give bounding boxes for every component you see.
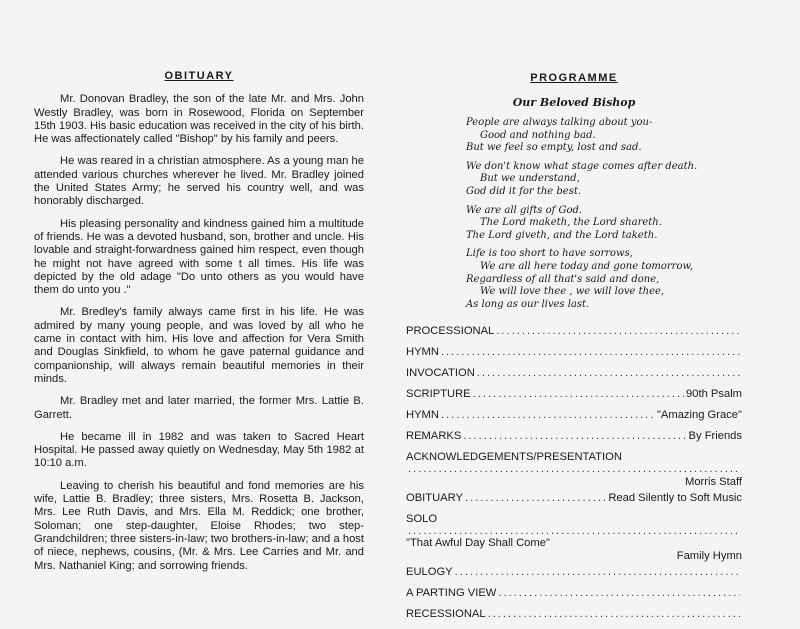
dot-leader xyxy=(441,409,655,421)
poem-stanza xyxy=(466,117,742,155)
programme-item xyxy=(406,513,742,562)
poem-title: Our Beloved Bishop xyxy=(512,96,636,109)
poem-line: The Lord giveth, and the Lord taketh. xyxy=(466,229,658,241)
programme-item xyxy=(406,430,742,451)
dot-leader xyxy=(473,388,684,400)
programme-item-label: A PARTING VIEW xyxy=(406,587,497,600)
programme-item-label: EULOGY xyxy=(406,566,453,579)
programme-item-label: ACKNOWLEDGEMENTS/PRESENTATION xyxy=(406,451,622,464)
programme-item-label: PROCESSIONAL xyxy=(406,325,495,338)
programme-item-label: REMARKS xyxy=(406,430,462,443)
programme-item xyxy=(406,325,742,346)
poem xyxy=(466,117,742,311)
programme-item-label: HYMN xyxy=(406,409,439,422)
programme-item xyxy=(406,451,742,488)
poem-stanza xyxy=(466,161,742,199)
programme-item-label: OBITUARY xyxy=(406,492,463,505)
poem-line: As long as our lives last. xyxy=(466,298,590,310)
programme-item xyxy=(406,409,742,430)
programme-item-label: HYMN xyxy=(406,346,439,359)
programme-order xyxy=(406,325,742,629)
poem-line: We are all gifts of God. xyxy=(466,204,583,216)
dot-leader xyxy=(488,608,740,620)
programme-item-sub: Morris Staff xyxy=(685,476,742,489)
programme-item xyxy=(406,566,742,587)
poem-line: The Lord maketh, the Lord shareth. xyxy=(480,217,662,229)
programme-item-value: Read Silently to Soft Music xyxy=(608,492,742,505)
programme-item-value: "Amazing Grace" xyxy=(656,409,742,422)
dot-leader xyxy=(465,492,606,504)
programme-item xyxy=(406,367,742,388)
poem-line: Regardless of all that's said and done, xyxy=(466,273,660,285)
dot-leader xyxy=(408,525,740,537)
programme-column xyxy=(406,72,742,629)
programme-item xyxy=(406,346,742,367)
dot-leader xyxy=(455,566,740,578)
programme-item-value: "That Awful Day Shall Come" xyxy=(406,537,550,550)
poem-line: But we understand, xyxy=(480,173,580,185)
programme-item-value: 90th Psalm xyxy=(686,388,742,401)
programme-item-label: RECESSIONAL xyxy=(406,608,486,621)
obituary-paragraph: Mr. Bredley's family always came first in his life. He was admired by many young people, and was loved by all who he came in contact with him. His love and affection for Vera Smith and Douglas Sinkfield, to whom he gave paternal guidance and companionship, will always remain beautiful memories in their minds. xyxy=(34,306,364,385)
poem-line: Good and nothing bad. xyxy=(480,129,596,141)
poem-stanza xyxy=(466,248,742,311)
dot-leader xyxy=(441,346,740,358)
obituary-paragraph: Mr. Bradley met and later married, the former Mrs. Lattie B. Garrett. xyxy=(34,395,364,421)
poem-line: We will love thee , we will love thee, xyxy=(480,286,665,298)
obituary-paragraph: His pleasing personality and kindness gained him a multitude of friends. He was a devoted husband, son, brother and uncle. His lovable and straight-forwardness gained him respect, even though he might not have agreed with some t all times. His life was depicted by the old adage "Do unto others as you would have them do unto you ." xyxy=(34,217,364,297)
poem-line: We don't know what stage comes after death. xyxy=(466,160,698,172)
dot-leader xyxy=(463,430,686,442)
programme-item-label: INVOCATION xyxy=(406,367,475,380)
obituary-paragraph: Leaving to cherish his beautiful and fond memories are his wife, Lattie B. Bradley; three sisters, Mrs. Rosetta B. Jackson, Mrs. Lee Ruth Davis, and Mrs. Ella M. Reddick; one brother, Soloman; one step-daughter, Eloise Rhodes; two step-Grandchildren; three sisters-in-law; two brothers-in-law; and a host of niece, nephews, cousins, (Mr. & Mrs. Lee Carries and Mr. and Mrs. Nathaniel King; and sorrowing friends. xyxy=(34,479,364,572)
poem-line: Life is too short to have sorrows, xyxy=(466,248,633,260)
programme-item xyxy=(406,587,742,608)
poem-line: But we feel so empty, lost and sad. xyxy=(466,142,642,154)
obituary-column xyxy=(34,70,364,582)
programme-heading: PROGRAMME xyxy=(530,72,618,84)
programme-item xyxy=(406,608,742,629)
dot-leader xyxy=(498,587,740,599)
programme-item-label: SOLO xyxy=(406,513,438,526)
obituary-paragraph: He was reared in a christian atmosphere. As a young man he attended various churches wherever he lived. Mr. Bradley joined the United States Army; he served his country well, and was honorably discharged. xyxy=(34,155,364,208)
poem-stanza xyxy=(466,205,742,243)
obituary-paragraph: Mr. Donovan Bradley, the son of the late Mr. and Mrs. John Westly Bradley, was born in Rosewood, Florida on September 15th 1903. His basic education was received in the city of his birth. He was affectionately called "Bishop" by his family and peers. xyxy=(34,93,364,146)
poem-line: God did it for the best. xyxy=(466,185,582,197)
obituary-heading: OBITUARY xyxy=(164,70,234,82)
obituary-paragraph: He became ill in 1982 and was taken to Sacred Heart Hospital. He passed away quietly on Wednesday, May 5th 1982 at 10:10 a.m. xyxy=(34,430,364,470)
dot-leader xyxy=(477,367,740,379)
dot-leader xyxy=(496,325,740,337)
programme-item-sub: Family Hymn xyxy=(676,550,742,563)
programme-item xyxy=(406,388,742,409)
programme-item-label: SCRIPTURE xyxy=(406,388,471,401)
programme-item-value: By Friends xyxy=(688,430,742,443)
poem-line: We are all here today and gone tomorrow, xyxy=(480,260,694,272)
dot-leader xyxy=(408,463,740,475)
programme-item xyxy=(406,492,742,513)
poem-line: People are always talking about you- xyxy=(466,117,653,128)
